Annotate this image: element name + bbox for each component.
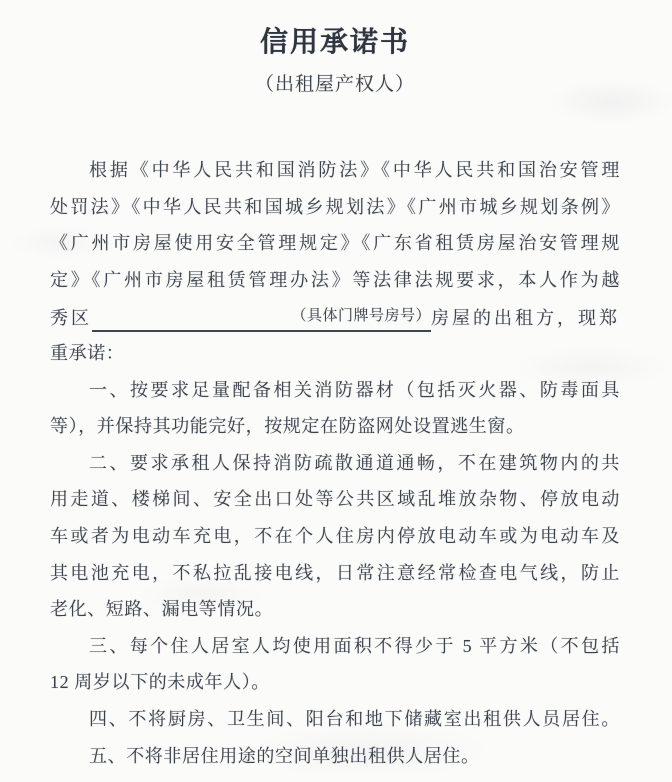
text-line: 三、每个住人居室人均使用面积不得少于 5 平方米（不包括 <box>89 635 620 656</box>
blank-underline <box>92 330 291 332</box>
document-subtitle: （出租屋产权人） <box>254 74 415 95</box>
district-prefix: 秀区 <box>50 307 92 328</box>
text-line: 四、不将厨房、卫生间、阳台和地下储藏室出租供人员居住。 <box>89 708 620 729</box>
text-line: 等），并保持其功能完好，按规定在防盗网处设置逃生窗。 <box>50 416 525 437</box>
text-line: 处罚法》《中华人民共和国城乡规划法》《广州市城乡规划条例》 <box>50 196 620 217</box>
text-line: 用走道、楼梯间、安全出口处等公共区域乱堆放杂物、停放电动 <box>50 489 620 510</box>
document-body <box>50 152 620 774</box>
document-title: 信用承诺书 <box>259 27 410 58</box>
text-line: 其电池充电，不私拉乱接电线，日常注意经常检查电气线，防止 <box>50 562 620 583</box>
text-line: 一、按要求足量配备相关消防器材（包括灭火器、防毒面具 <box>89 379 620 400</box>
text-line: 五、不将非居住用途的空间单独出租供人居住。 <box>89 745 480 766</box>
text-line: 12 周岁以下的未成年人）。 <box>50 672 270 693</box>
blank-field-label: （具体门牌号房号） <box>291 302 431 332</box>
line-suffix: 房屋的出租方，现郑 <box>431 307 620 328</box>
text-line: 重承诺： <box>50 342 125 363</box>
text-line: 二、要求承租人保持消防疏散通道通畅，不在建筑物内的共 <box>89 452 620 473</box>
text-line: 定》《广州市房屋租赁管理办法》等法律法规要求，本人作为越 <box>50 269 620 290</box>
text-line: 《广州市房屋使用安全管理规定》《广东省租赁房屋治安管理规 <box>50 233 620 254</box>
text-line: 根据《中华人民共和国消防法》《中华人民共和国治安管理 <box>89 160 620 180</box>
text-line: 车或者为电动车充电，不在个人住房内停放电动车或为电动车及 <box>50 525 620 546</box>
text-line: 老化、短路、漏电等情况。 <box>50 599 274 620</box>
text-line <box>50 298 620 335</box>
